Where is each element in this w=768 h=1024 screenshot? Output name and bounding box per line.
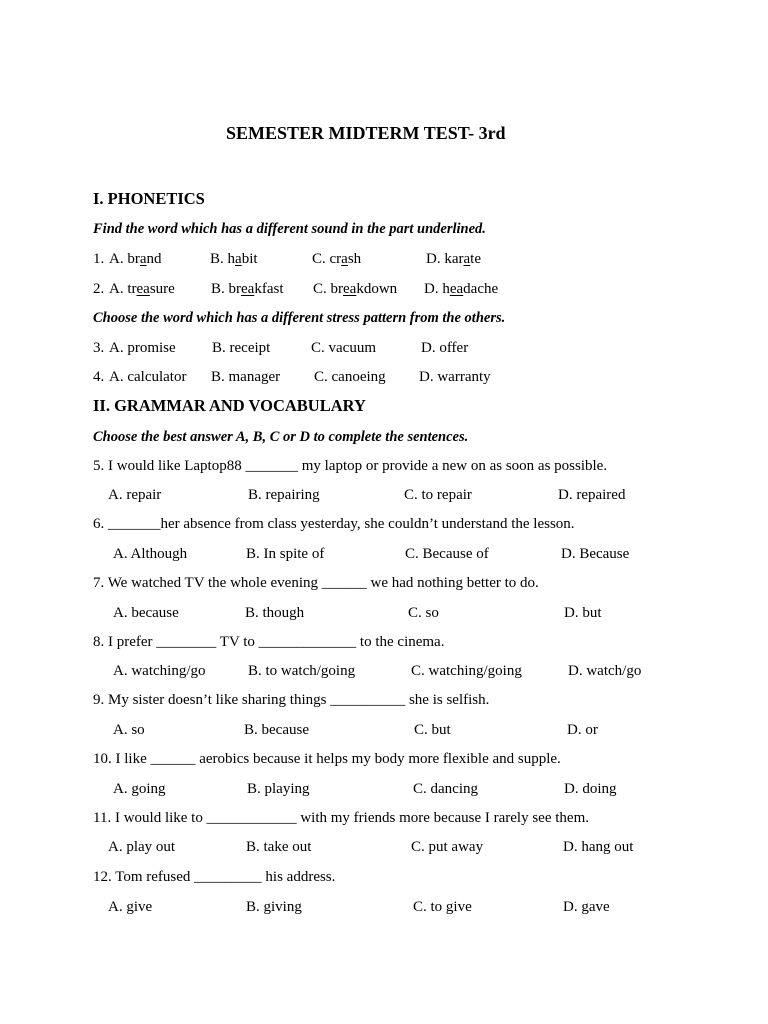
instruction-stress: Choose the word which has a different stress pattern from the others. <box>93 310 506 326</box>
option-d: D. headache <box>424 281 499 297</box>
option-c: C. breakdown <box>313 281 398 297</box>
option-b: B. manager <box>211 369 281 385</box>
question-1 <box>93 250 733 268</box>
option-a: A. repair <box>108 487 162 503</box>
option-d: D. gave <box>563 899 610 915</box>
option-b: B. though <box>245 605 305 621</box>
question-number: 2. <box>93 281 105 297</box>
option-c: C. watching/going <box>411 663 522 679</box>
option-c: C. canoeing <box>314 369 386 385</box>
option-b: B. breakfast <box>211 281 284 297</box>
option-a: A. calculator <box>109 369 187 385</box>
question-text: 10. I like ______ aerobics because it helps my body more flexible and supple. <box>93 751 561 767</box>
question-text: 11. I would like to ____________ with my friends more because I rarely see them. <box>93 810 589 826</box>
option-d: D. karate <box>426 251 481 267</box>
option-c: C. vacuum <box>311 340 376 356</box>
question-text: 12. Tom refused _________ his address. <box>93 869 336 885</box>
underlined-sound: a <box>139 251 147 267</box>
underlined-sound: ea <box>449 281 464 297</box>
page-title: SEMESTER MIDTERM TEST- 3rd <box>226 123 506 143</box>
option-a: A. because <box>113 605 179 621</box>
option-a: A. Although <box>113 546 188 562</box>
option-b: B. to watch/going <box>248 663 356 679</box>
option-c: C. but <box>414 722 451 738</box>
underlined-sound: a <box>341 251 348 267</box>
question-2 <box>93 280 733 298</box>
question-4 <box>93 368 733 386</box>
option-a: A. brand <box>109 251 162 267</box>
option-d: D. offer <box>421 340 469 356</box>
option-d: D. hang out <box>563 839 634 855</box>
option-a: A. promise <box>109 340 176 356</box>
question-text: 7. We watched TV the whole evening ______ we had nothing better to do. <box>93 575 539 591</box>
underlined-sound: a <box>463 251 471 267</box>
underlined-sound: a <box>235 251 242 267</box>
question-number: 1. <box>93 251 105 267</box>
option-b: B. receipt <box>212 340 271 356</box>
underlined-sound: ea <box>136 281 150 297</box>
option-b: B. In spite of <box>246 546 325 562</box>
question-text: 8. I prefer ________ TV to _____________ to the cinema. <box>93 634 445 650</box>
option-b: B. playing <box>247 781 310 797</box>
option-b: B. because <box>244 722 309 738</box>
section-heading-phonetics: I. PHONETICS <box>93 189 205 208</box>
question-text: 6. _______her absence from class yesterday, she couldn’t understand the lesson. <box>93 516 575 532</box>
option-c: C. so <box>408 605 439 621</box>
option-b: B. repairing <box>248 487 320 503</box>
option-d: D. repaired <box>558 487 626 503</box>
underlined-sound: ea <box>343 281 357 297</box>
option-c: C. Because of <box>405 546 489 562</box>
section-heading-grammar: II. GRAMMAR AND VOCABULARY <box>93 396 366 415</box>
option-d: D. Because <box>561 546 630 562</box>
option-c: C. crash <box>312 251 362 267</box>
option-a: A. so <box>113 722 145 738</box>
option-d: D. warranty <box>419 369 491 385</box>
option-a: A. treasure <box>109 281 175 297</box>
instruction-sound: Find the word which has a different sound in the part underlined. <box>93 221 486 237</box>
option-a: A. going <box>113 781 166 797</box>
option-d: D. watch/go <box>568 663 642 679</box>
option-a: A. watching/go <box>113 663 206 679</box>
option-c: C. dancing <box>413 781 478 797</box>
underlined-sound: ea <box>241 281 255 297</box>
option-c: C. to give <box>413 899 472 915</box>
option-a: A. play out <box>108 839 176 855</box>
option-b: B. take out <box>246 839 312 855</box>
option-d: D. but <box>564 605 602 621</box>
option-b: B. habit <box>210 251 258 267</box>
option-a: A. give <box>108 899 153 915</box>
question-text: 9. My sister doesn’t like sharing things __________ she is selfish. <box>93 692 490 708</box>
option-d: D. or <box>567 722 598 738</box>
option-b: B. giving <box>246 899 302 915</box>
instruction-grammar: Choose the best answer A, B, C or D to complete the sentences. <box>93 429 469 445</box>
question-text: 5. I would like Laptop88 _______ my laptop or provide a new on as soon as possible. <box>93 458 608 474</box>
question-3 <box>93 339 733 357</box>
option-c: C. to repair <box>404 487 472 503</box>
question-number: 4. <box>93 369 105 385</box>
question-number: 3. <box>93 340 105 356</box>
option-c: C. put away <box>411 839 484 855</box>
option-d: D. doing <box>564 781 617 797</box>
